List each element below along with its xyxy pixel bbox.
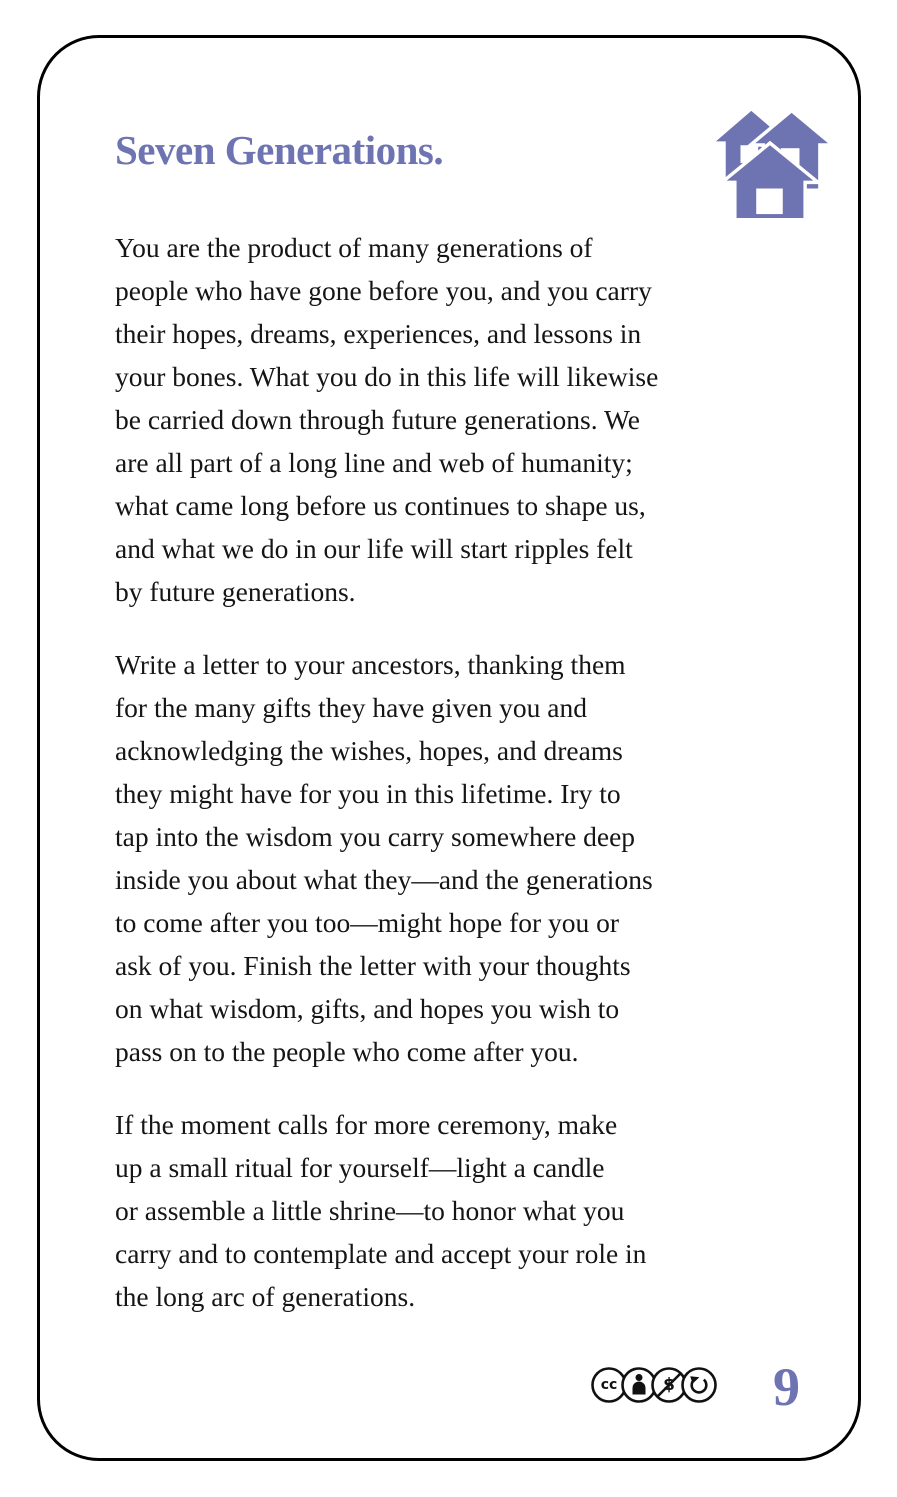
text-line: and what we do in our life will start ripples felt (115, 533, 633, 564)
paragraph (115, 1103, 828, 1318)
paragraph (115, 643, 828, 1073)
cc-icon (593, 1368, 626, 1401)
body-text (115, 226, 828, 1318)
text-line: for the many gifts they have given you and (115, 692, 587, 723)
svg-text:$: $ (663, 1374, 675, 1395)
text-line: the long arc of generations. (115, 1281, 416, 1312)
text-line: by future generations. (115, 576, 356, 607)
cc-by-icon (623, 1368, 656, 1401)
text-line: ask of you. Finish the letter with your thoughts (115, 950, 631, 981)
text-line: up a small ritual for yourself—light a candle (115, 1152, 605, 1183)
cc-sa-icon (683, 1368, 716, 1401)
text-line: on what wisdom, gifts, and hopes you wish to (115, 993, 620, 1024)
text-line: carry and to contemplate and accept your role in (115, 1238, 647, 1269)
text-line: You are the product of many generations of (115, 232, 593, 263)
text-line: inside you about what they—and the generations (115, 864, 653, 895)
text-line: pass on to the people who come after you. (115, 1036, 579, 1067)
text-line: be carried down through future generations. We (115, 404, 640, 435)
text-line: what came long before us continues to shape us, (115, 490, 646, 521)
text-line: people who have gone before you, and you carry (115, 275, 652, 306)
card-footer (591, 1357, 800, 1417)
cc-license-icons (591, 1365, 719, 1410)
three-houses-icon (710, 102, 828, 223)
text-line: are all part of a long line and web of humanity; (115, 447, 633, 478)
text-line: they might have for you in this lifetime. Iry to (115, 778, 621, 809)
paragraph (115, 226, 828, 613)
text-line: their hopes, dreams, experiences, and lessons in (115, 318, 642, 349)
cc-nc-icon (653, 1368, 686, 1401)
page-number: 9 (773, 1357, 800, 1417)
text-line: your bones. What you do in this life will likewise (115, 361, 659, 392)
text-line: tap into the wisdom you carry somewhere deep (115, 821, 636, 852)
text-line: or assemble a little shrine—to honor what you (115, 1195, 625, 1226)
card-header (115, 102, 828, 220)
card-title: Seven Generations. (115, 127, 444, 173)
text-line: If the moment calls for more ceremony, make (115, 1109, 618, 1140)
text-line: Write a letter to your ancestors, thanking them (115, 649, 626, 680)
text-line: to come after you too—might hope for you or (115, 907, 620, 938)
activity-card (37, 35, 861, 1461)
svg-text:cc: cc (600, 1376, 618, 1393)
text-line: acknowledging the wishes, hopes, and dreams (115, 735, 623, 766)
